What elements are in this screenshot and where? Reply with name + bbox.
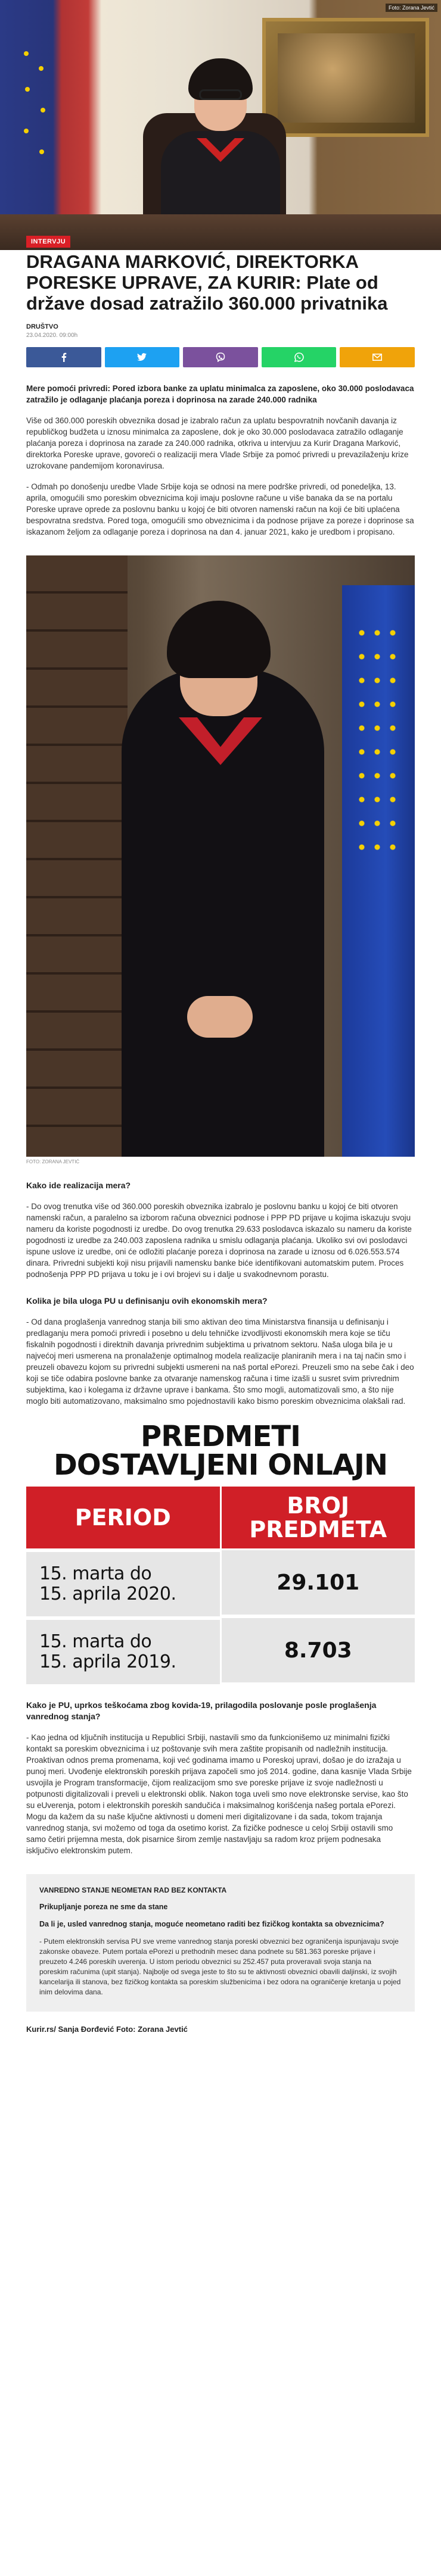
box-paragraph: - Putem elektronskih servisa PU sve vreme vanrednog stanja poreski obveznici bez ograničenja ispunjavaju svoje zakonske obaveze. Putem portala ePorezi u prethodnih mesec dana podnete su 581.363 poreske prijave i preuzeto 4.246 poreskih uverenja. U istom periodu obveznici su 252.457 puta proveravali svoja stanja na poreskim računima (upit stanja). Najbolje od svega jeste to što su te aktivnosti obveznici obavili daljinski, iz svojih kancelarija ili stanova, bez fizičkog kontakta sa poreskim službenicima i bez odora na ograničenje kretanja u pojed inim delovima dana. — [39, 1937, 401, 1996]
answer-1: - Do ovog trenutka više od 360.000 poreskih obveznika izabralo je poslovnu banku u kojoj će biti otvoren namenski račun, a paralelno sa izborom računa obveznici podnose i PPP PD prijave u kojima iskazuju svoju nameru da koriste pogodnosti iz uredbe. Do ovog trenutka 29.633 poslodavca iskazalo su nameru da koriste pogodnosti iz uredbe za 240.003 zaposlena radnika u smislu odlaganja plaćanja. Ukoliko svi ovi poslodavci ispune uslove iz uredbe, oni će odložiti plaćanje poreza i doprinosa na zarade u iznosu od 6.026.553.574 dinara. Privredni subjekti koji nisu prijavili namensku banke biće identifikovani automatskim putem. Proces podnošenja PPP PD prijava u toku je i ovi brojevi su i dalje u svakodnevnom porastu. — [26, 1202, 412, 1279]
graphic-row-1-period-line-2: 15. aprila 2020. — [39, 1584, 176, 1604]
graphic-row-2-period-line-2: 15. aprila 2019. — [39, 1651, 176, 1672]
share-bar — [26, 347, 415, 367]
graphic-row-2-period-line-1: 15. marta do — [39, 1631, 152, 1652]
hero-painting — [262, 18, 429, 137]
share-viber-button[interactable] — [183, 347, 258, 367]
graphic-title-line-1: PREDMETI — [141, 1420, 300, 1453]
cases-graphic — [26, 1422, 415, 1684]
sidebar-box — [26, 1874, 415, 2012]
article-content — [0, 236, 441, 2034]
graphic-table — [26, 1487, 415, 1684]
portrait-person-body — [122, 669, 324, 1157]
graphic-header-count-line-1: BROJ — [287, 1492, 350, 1519]
eu-flag-graphic — [14, 36, 56, 167]
share-whatsapp-button[interactable] — [262, 347, 337, 367]
article-headline: DRAGANA MARKOVIĆ, DIREKTORKA PORESKE UPRAVE, ZA KURIR: Plate od države dosad zatražilo 360.000 privatnika — [26, 248, 415, 314]
publish-date: 23.04.2020. 09:00h — [26, 332, 78, 339]
answer-2: - Od dana proglašenja vanrednog stanja bili smo aktivan deo tima Ministarstva finansija u definisanju i predlaganju mera pomoći privredi i posebno u delu tehničke izvodljivosti ekonomskih mera koje se tiču fiskalnih pogodnosti i direktnih davanja privrednim subjektima u privatnom sektoru. Naša uloga bila je u najvećoj meri usmerena na pronalaženje optimalnog modela realizacije planiranih mera i na taj način smo i preuzeli obavezu kojom su privredni subjekti usmereni na naš portal ePorezi. Preuzeli smo na sebe čak i deo koji se tiče odabira poslovne banke za otvaranje namenskog računa i time izašli u susret svim privrednim subjektima, kao i kolegama iz državne uprave i bankama. Što smo mogli, automatizovali smo, a što nije moglo biti automatizovano, maksimalno smo pojednostavili kako bismo poreskim obveznicima olakšali rad. — [26, 1317, 414, 1406]
hero-person-glasses — [199, 89, 242, 100]
portrait-credit: FOTO: ZORANA JEVTIĆ — [26, 1159, 80, 1164]
box-subtitle: Prikupljanje poreza ne sme da stane — [39, 1903, 168, 1911]
graphic-header-count — [222, 1487, 415, 1548]
graphic-row-2-count: 8.703 — [222, 1618, 415, 1682]
graphic-title-line-2: DOSTAVLJENI ONLAJN — [54, 1448, 387, 1482]
box-title: VANREDNO STANJE NEOMETAN RAD BEZ KONTAKTA — [39, 1886, 227, 1894]
graphic-title — [26, 1420, 415, 1482]
graphic-row-1-period — [26, 1552, 220, 1616]
graphic-header-period: PERIOD — [26, 1487, 220, 1548]
whatsapp-icon — [294, 352, 304, 362]
hero-photo — [0, 0, 441, 250]
graphic-row-1-period-line-1: 15. marta do — [39, 1563, 152, 1584]
hero-photo-credit: Foto: Zorana Jevtić — [386, 4, 437, 12]
portrait-bookshelf — [26, 555, 128, 1157]
article-footer-credit: Kurir.rs/ Sanja Đorđević Foto: Zorana Jevtić — [26, 2025, 188, 2034]
paragraph-2: - Odmah po donošenju uredbe Vlade Srbije koja se odnosi na mere podrške privredi, od ponedeljka, 13. aprila, omogućili smo poreskim obveznicima koji imaju poslovne račune u više banaka da se na portalu Poreske uprave oprede za poslovnu banku u kojoj će biti otvoren namenski račun na koji će biti uplaćena bespovratna sredstva. Pored toga, omogućili smo obveznicima i da podnose prijave za poreze i doprinose sa iskazanom željom za odlaganje poreza i doprinosa na dan 4. januar 2021, kako je uredbom i propisano. — [26, 482, 414, 536]
graphic-row-1-count: 29.101 — [222, 1550, 415, 1615]
viber-icon — [216, 352, 225, 362]
graphic-header-count-line-2: PREDMETA — [249, 1516, 387, 1543]
question-2: Kolika je bila uloga PU u definisanju ovih ekonomskih mera? — [26, 1296, 268, 1306]
box-question: Da li je, usled vanrednog stanja, moguće neometano raditi bez fizičkog kontakta sa obveznicima? — [39, 1920, 384, 1928]
section-link[interactable]: DRUŠTVO — [26, 323, 58, 330]
question-1: Kako ide realizacija mera? — [26, 1181, 131, 1190]
portrait-person-hands — [187, 996, 253, 1038]
email-icon — [372, 354, 382, 361]
share-facebook-button[interactable] — [26, 347, 101, 367]
facebook-icon — [61, 352, 67, 362]
article-lead: Mere pomoći privredi: Pored izbora banke za uplatu minimalca za zaposlene, oko 30.000 poslodavaca zatražilo je odlaganje plaćanja poreza i doprinosa na zarade 240.000 radnika — [26, 384, 414, 404]
article-meta — [26, 323, 415, 339]
graphic-row-2-period — [26, 1620, 220, 1684]
twitter-icon — [137, 353, 147, 361]
tag-row — [26, 236, 415, 248]
portrait-eu-flag — [342, 585, 415, 1157]
portrait-person-hair — [167, 601, 271, 678]
category-tag[interactable]: INTERVJU — [26, 236, 70, 248]
answer-3: - Kao jedna od ključnih institucija u Republici Srbiji, nastavili smo da funkcionišemo uz minimalni fizički kontakt sa poreskim obveznicima i uz poštovanje svih mera zaštite propisanih od nadležnih institucija. Proaktivan odnos prema promenama, koji već godinama imamo u Poreskoj upravi, došao je do izražaja u punoj meri. Uvođenje elektronskih poreskih prijava započeli smo još 2014. godine, dana kasnije Vlada Srbije usvojila je Program transformacije, čijom realizacijom smo sve poreske prijave iz svoje nadležnosti u potpunosti digitalizovali i preveli u elektronski oblik. Nakon toga uveli smo nove elektronske servise, kao što su eUverenja, potom i elektronskih poreskih sandučića i maksimalnog korišćenja našeg portala ePorezi. Mogu da kažem da su naše ključne aktivnosti u domeni meri digitalizovane i da sada, tokom trajanja vanrednog stanja, svi možemo od toga da osetimo korist. Za fizičke podnesce u celoj Srbiji ostavili smo samo četiri prijemna mesta, dok pisarnice širom zemlje nastavljaju sa radom kroz prijem podnesaka isključivo elektronskim putem. — [26, 1733, 412, 1855]
portrait-photo — [26, 555, 415, 1157]
share-email-button[interactable] — [340, 347, 415, 367]
question-3: Kako je PU, uprkos teškoćama zbog kovida-19, prilagodila poslovanje posle proglašenja vanrednog stanja? — [26, 1700, 377, 1721]
paragraph-1: Više od 360.000 poreskih obveznika dosad je izabralo račun za uplatu bespovratnih novčanih davanja iz republičkog budžeta u iznosu minimalca za zaposlene, dok je oko 30.000 poslodavaca zatražilo odlaganje plaćanja poreza i doprinosa na zarade za 240.000 radnika, otkriva u intervjuu za Kurir Dragana Marković, direktorka Poreske uprave, govoreći o realizaciji mera Vlade Srbije za pomoć privredi u prevazilaženju krize uzrokovane pandemijom koronavirusa. — [26, 416, 409, 470]
share-twitter-button[interactable] — [105, 347, 180, 367]
